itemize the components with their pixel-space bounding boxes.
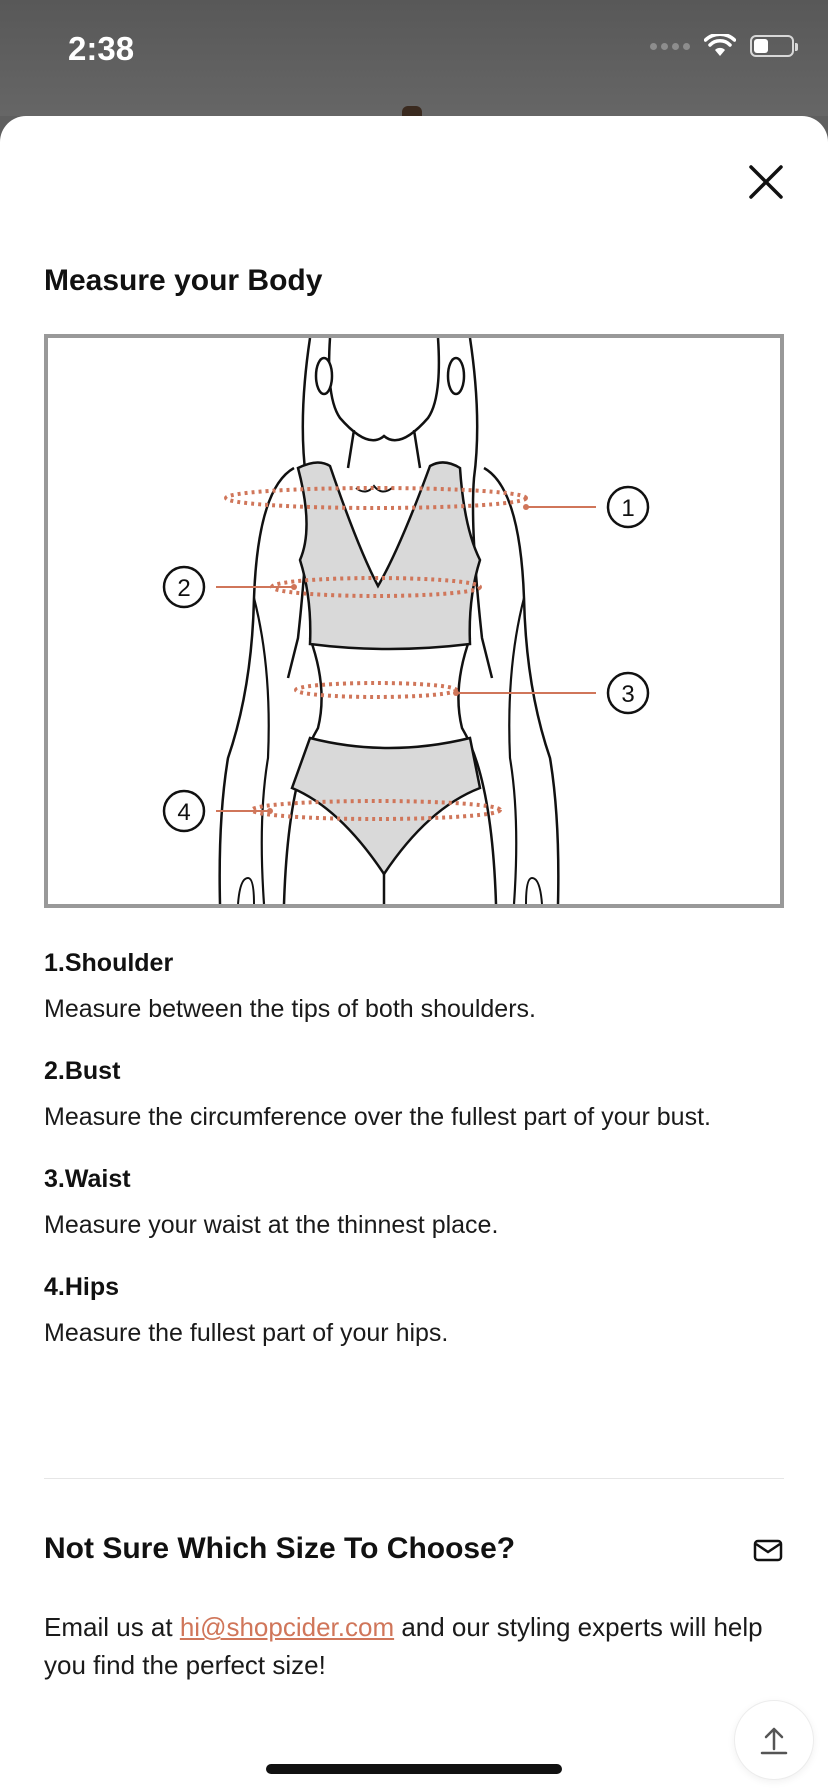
marker-4 bbox=[164, 791, 204, 831]
page-title: Measure your Body bbox=[44, 264, 323, 297]
wifi-icon bbox=[704, 34, 736, 58]
status-bar bbox=[0, 0, 828, 116]
arrow-up-icon bbox=[757, 1723, 791, 1757]
measurement-description: Measure the fullest part of your hips. bbox=[44, 1319, 449, 1347]
help-text-after: and our styling experts will help you find the perfect size! bbox=[44, 1612, 763, 1680]
measurement-description: Measure the circumference over the fullest part of your bust. bbox=[44, 1103, 711, 1131]
svg-text:4: 4 bbox=[177, 799, 191, 826]
measurement-heading: 3.Waist bbox=[44, 1165, 131, 1193]
body-measure-diagram bbox=[44, 334, 784, 908]
battery-icon bbox=[750, 35, 794, 57]
help-title: Not Sure Which Size To Choose? bbox=[44, 1532, 516, 1565]
close-icon bbox=[748, 164, 784, 200]
measurement-list bbox=[44, 946, 784, 1378]
cellular-signal-icon bbox=[650, 43, 690, 50]
close-button[interactable] bbox=[744, 160, 788, 204]
svg-text:1: 1 bbox=[621, 495, 635, 522]
email-link[interactable]: hi@shopcider.com bbox=[179, 1612, 395, 1642]
measurement-description: Measure your waist at the thinnest place. bbox=[44, 1211, 499, 1239]
svg-text:3: 3 bbox=[621, 681, 635, 708]
measurement-item-hips bbox=[44, 1270, 784, 1350]
measurement-item-waist bbox=[44, 1162, 784, 1242]
home-indicator[interactable] bbox=[266, 1764, 562, 1774]
status-time: 2:38 bbox=[68, 30, 135, 67]
marker-3 bbox=[608, 673, 648, 713]
help-text-before: Email us at bbox=[44, 1612, 180, 1642]
status-icons bbox=[650, 34, 794, 58]
mail-button[interactable] bbox=[752, 1534, 784, 1566]
marker-1 bbox=[608, 487, 648, 527]
mail-icon bbox=[752, 1534, 784, 1566]
section-divider bbox=[44, 1478, 784, 1479]
measurement-item-shoulder bbox=[44, 946, 784, 1026]
size-guide-sheet bbox=[0, 116, 828, 1792]
measurement-item-bust bbox=[44, 1054, 784, 1134]
help-text bbox=[44, 1608, 784, 1684]
marker-2 bbox=[164, 567, 204, 607]
measurement-heading: 2.Bust bbox=[44, 1057, 121, 1085]
svg-text:2: 2 bbox=[177, 575, 191, 602]
measurement-heading: 4.Hips bbox=[44, 1273, 120, 1301]
measurement-heading: 1.Shoulder bbox=[44, 949, 174, 977]
scroll-to-top-button[interactable] bbox=[734, 1700, 814, 1780]
measurement-description: Measure between the tips of both shoulders. bbox=[44, 995, 536, 1023]
